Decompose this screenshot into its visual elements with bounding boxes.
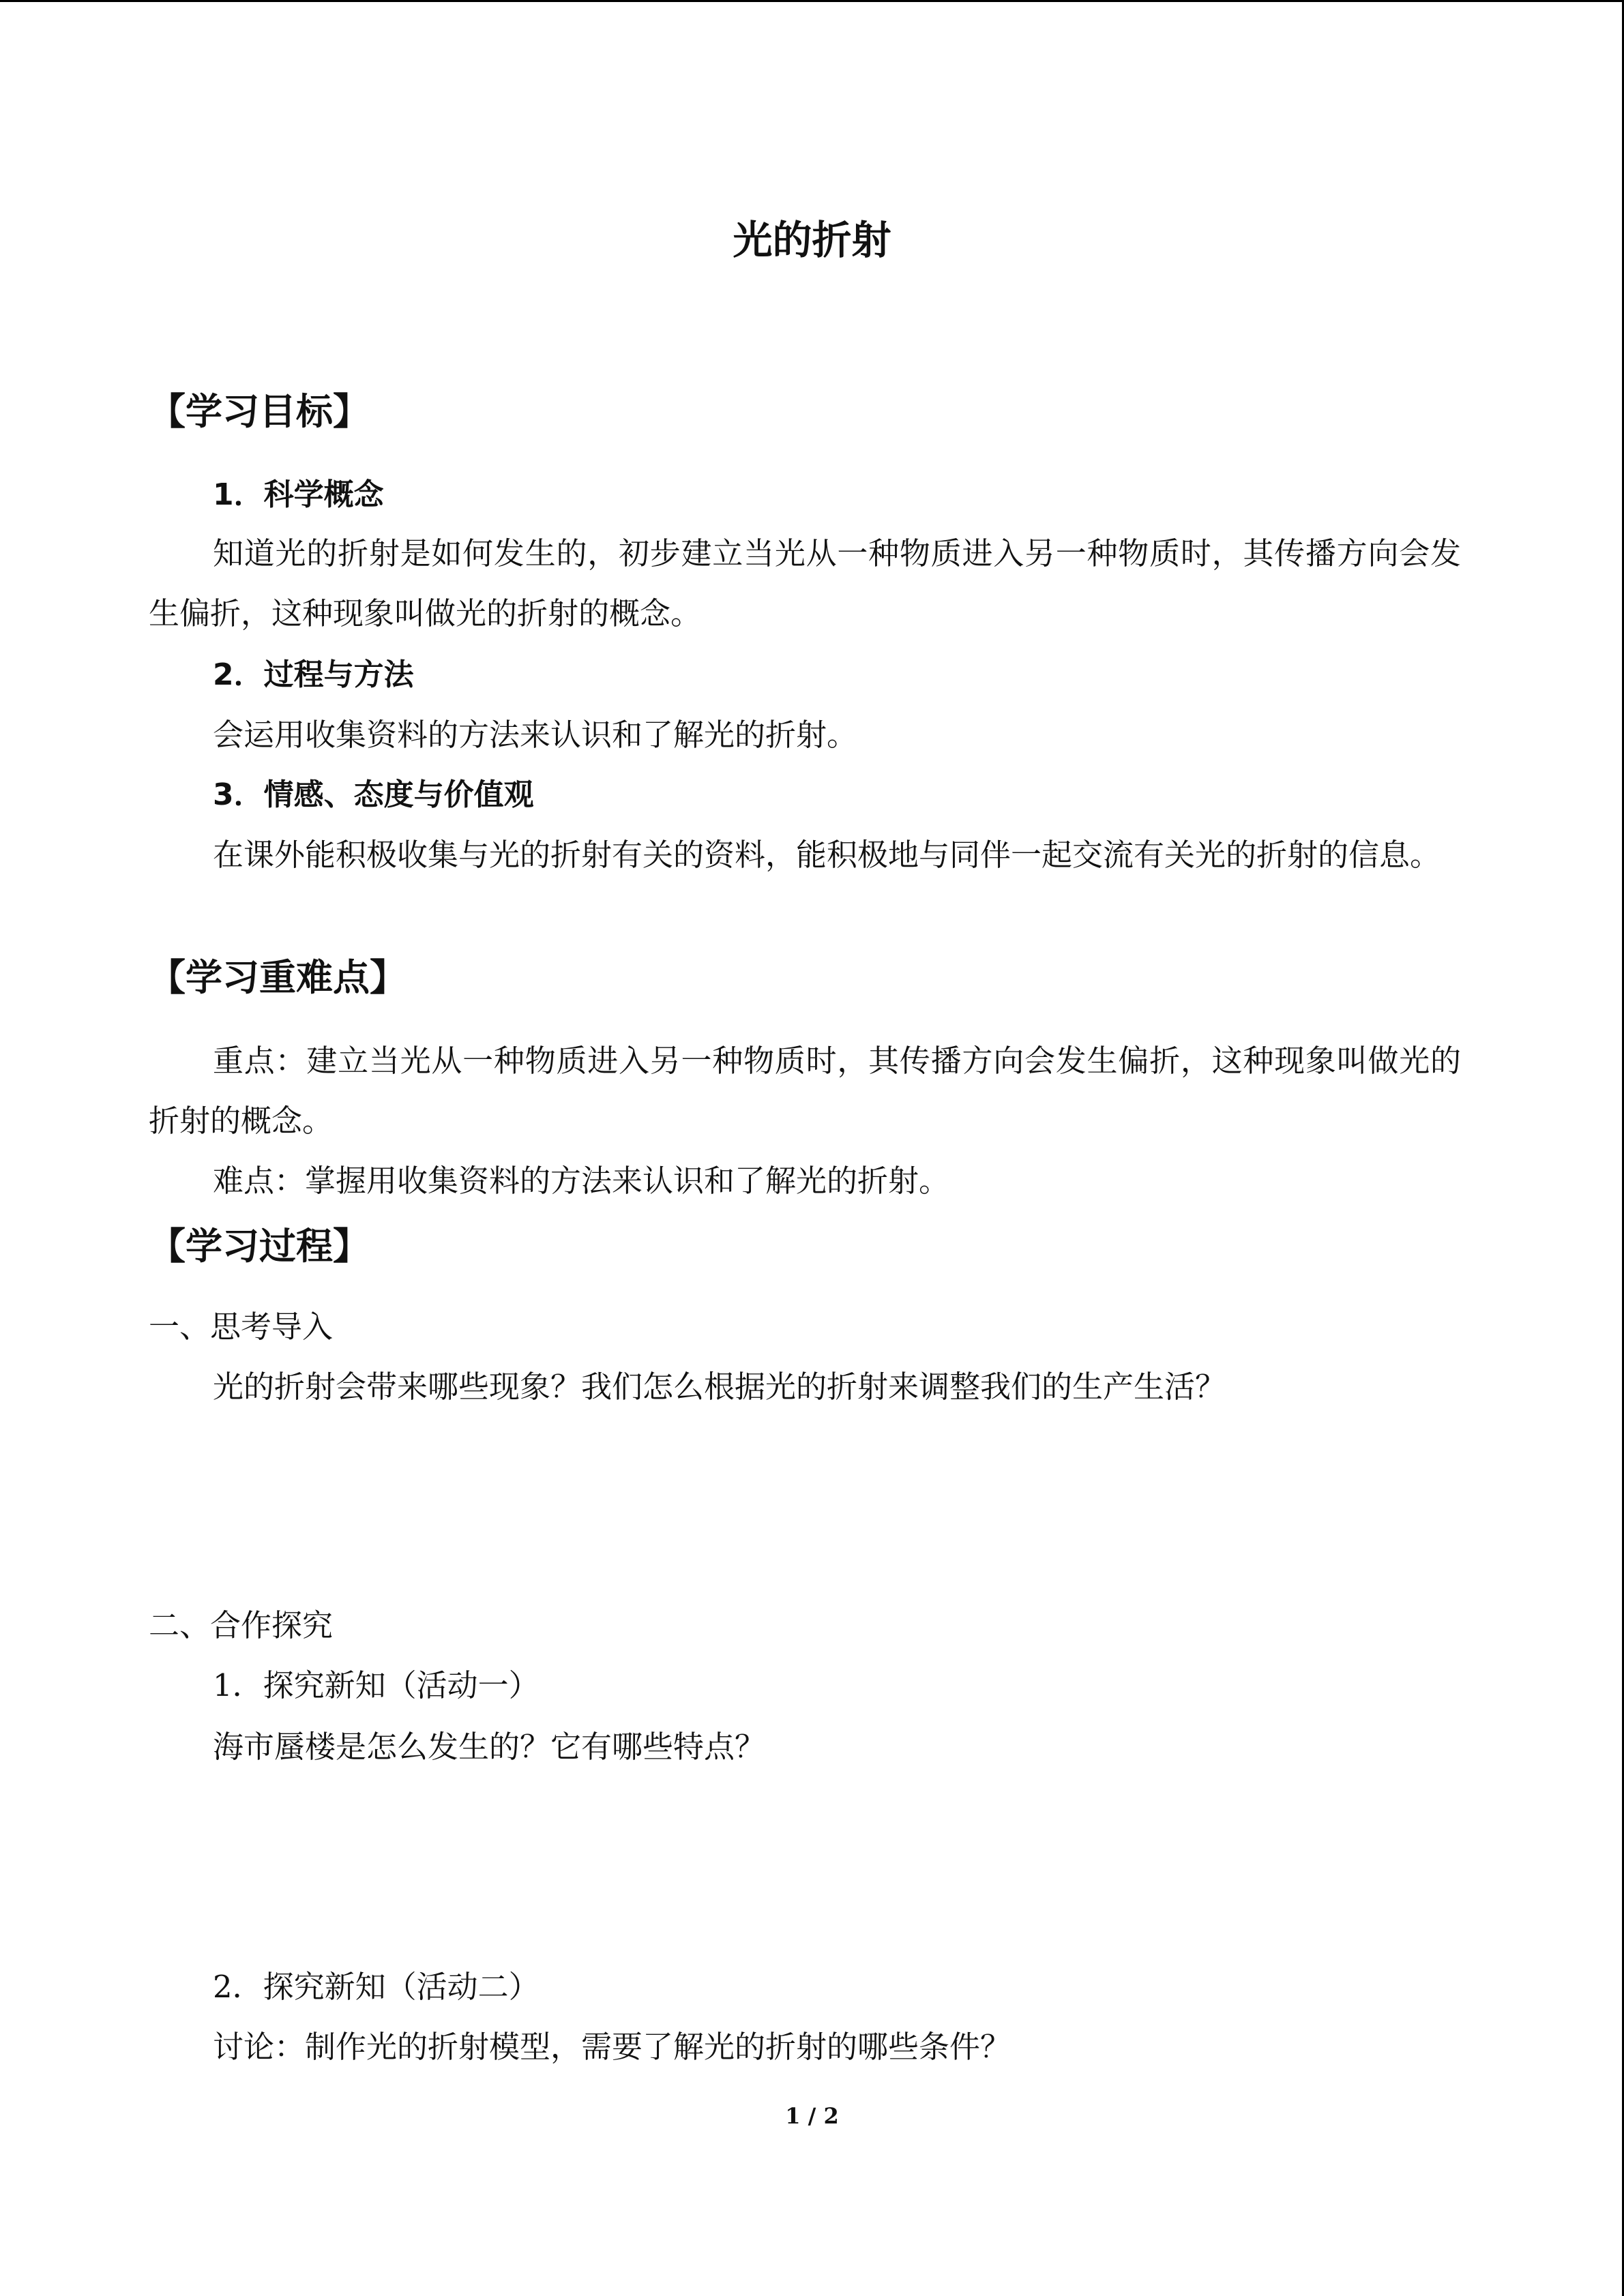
key-point-difficulty: 难点：掌握用收集资料的方法来认识和了解光的折射。: [213, 1163, 950, 1199]
part-heading-thinking: 一、思考导入: [149, 1309, 334, 1345]
objective-heading-concept: 1．科学概念: [213, 477, 384, 512]
objective-heading-method: 2．过程与方法: [213, 657, 414, 692]
activity2-heading: 2．探究新知（活动二）: [213, 1969, 540, 2005]
section-heading-key-points: 【学习重难点】: [149, 956, 407, 999]
activity1-heading: 1．探究新知（活动一）: [213, 1667, 540, 1703]
document-title: 光的折射: [733, 217, 891, 263]
objective-text-values: 在课外能积极收集与光的折射有关的资料，能积极地与同伴一起交流有关光的折射的信息。: [213, 837, 1441, 873]
part-heading-cooperation: 二、合作探究: [149, 1607, 334, 1643]
part-question-thinking: 光的折射会带来哪些现象？我们怎么根据光的折射来调整我们的生产生活？: [213, 1369, 1226, 1405]
key-point-emphasis: 重点：建立当光从一种物质进入另一种物质时，其传播方向会发生偏折，这种现象叫做光的折射的概念。: [149, 1043, 1461, 1139]
section-heading-process: 【学习过程】: [149, 1225, 370, 1268]
objective-text-method: 会运用收集资料的方法来认识和了解光的折射。: [213, 717, 858, 753]
activity1-question: 海市蜃楼是怎么发生的？它有哪些特点？: [213, 1729, 766, 1765]
objective-heading-values: 3．情感、态度与价值观: [213, 777, 534, 812]
section-heading-objectives: 【学习目标】: [149, 390, 370, 433]
page-number: 1 / 2: [785, 2103, 839, 2129]
objective-text-concept: 知道光的折射是如何发生的，初步建立当光从一种物质进入另一种物质时，其传播方向会发生偏折，这种现象叫做光的折射的概念。: [149, 535, 1461, 631]
activity2-question: 讨论：制作光的折射模型，需要了解光的折射的哪些条件？: [213, 2029, 1012, 2065]
